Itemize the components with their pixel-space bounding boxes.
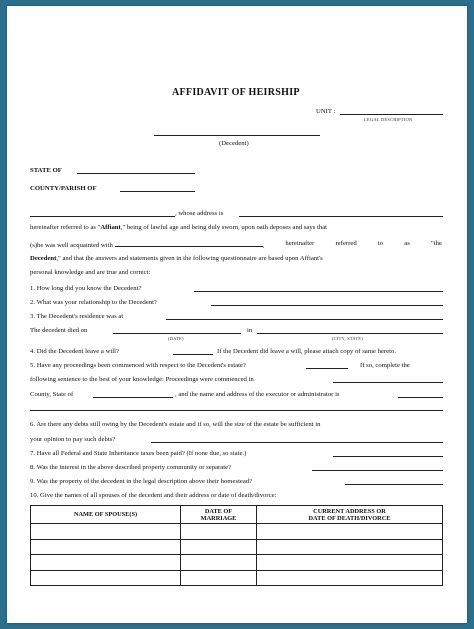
question-1-field[interactable] [194, 291, 443, 292]
affiant-name-field[interactable] [30, 216, 175, 217]
question-9: 9. Was the property of the decedent in the legal description above their homestead? [30, 478, 253, 485]
address-or-death-cell[interactable] [257, 555, 443, 571]
paragraph-line-2: (s)he was well acquainted with , hereinafter referred to as "the [30, 240, 442, 249]
question-5-county-label: County, State of [30, 391, 74, 398]
table-row [31, 555, 443, 571]
place-of-death-field[interactable] [257, 333, 443, 334]
proceedings-state-field[interactable] [93, 397, 173, 398]
address-or-death-cell[interactable] [257, 539, 443, 555]
spouse-table-header [31, 506, 443, 524]
city-state-caption: (CITY, STATE) [332, 336, 363, 341]
marriage-date-cell[interactable] [181, 539, 257, 555]
question-9-field[interactable] [345, 484, 443, 485]
date-caption: (DATE) [168, 336, 184, 341]
county-field[interactable] [120, 191, 195, 192]
proceedings-location-field[interactable] [333, 382, 443, 383]
paragraph-line-1: hereinafter referred to as "Affiant," being of lawful age and being duly sworn, upon oath deposes and says that [30, 224, 328, 231]
question-5-if-so: If so, complete the [360, 362, 410, 369]
unit-label: UNIT : [316, 108, 336, 115]
spouse-name-cell[interactable] [31, 524, 181, 540]
decedent-caption: (Decedent) [219, 140, 249, 147]
question-8: 8. Was the interest in the above described property community or separate? [30, 464, 232, 471]
marriage-date-cell[interactable] [181, 555, 257, 571]
state-label: STATE OF [30, 167, 62, 174]
decedent-name-field[interactable] [154, 135, 320, 136]
question-5-field[interactable] [306, 368, 348, 369]
in-label: in [247, 327, 253, 334]
question-7: 7. Have all Federal and State Inheritance taxes been paid? (If none due, so state.) [30, 450, 247, 457]
table-row [31, 570, 443, 586]
question-5-executor-label: , and the name and address of the executor or administrator is [175, 391, 340, 398]
died-on-label: The decedent died on [30, 327, 88, 334]
spouse-name-cell[interactable] [31, 555, 181, 571]
address-or-death-cell[interactable] [257, 570, 443, 586]
header-date-of-marriage: DATE OF MARRIAGE [181, 506, 257, 524]
question-5-line-2: following sentence to the best of your knowledge: Proceedings were commenced in [30, 376, 254, 383]
acquainted-with-field[interactable] [115, 239, 263, 247]
question-4-note: If the Decedent did leave a will, please attach copy of same hereto. [217, 348, 396, 355]
question-1: 1. How long did you know the Decedent? [30, 285, 142, 292]
whose-address-label: , whose address is [175, 210, 224, 217]
state-field[interactable] [77, 173, 195, 174]
question-7-field[interactable] [333, 456, 443, 457]
question-3: 3. The Decedent's residence was at [30, 313, 124, 320]
form-title: AFFIDAVIT OF HEIRSHIP [172, 87, 300, 98]
question-10: 10. Give the names of all spouses of the decedent and their address or date of death/divorce: [30, 492, 277, 499]
question-4-field[interactable] [173, 354, 213, 355]
marriage-date-cell[interactable] [181, 570, 257, 586]
question-5-line-1: 5. Have any proceedings been commenced with respect to the Decedent's estate? [30, 362, 246, 369]
table-row [31, 539, 443, 555]
county-label: COUNTY/PARISH OF [30, 185, 97, 192]
legal-description-caption: LEGAL DESCRIPTION [364, 117, 413, 122]
spouse-name-cell[interactable] [31, 570, 181, 586]
header-current-address: CURRENT ADDRESS OR DATE OF DEATH/DIVORCE [257, 506, 443, 524]
question-6-field[interactable] [151, 442, 443, 443]
date-of-death-field[interactable] [113, 333, 241, 334]
affiant-address-field[interactable] [239, 216, 443, 217]
affidavit-page [7, 6, 467, 623]
question-3-field[interactable] [166, 319, 443, 320]
paragraph-line-4: personal knowledge and are true and correct: [30, 269, 151, 276]
table-row [31, 524, 443, 540]
spouse-table [30, 505, 443, 586]
unit-field[interactable] [340, 114, 443, 115]
question-6-line-1: 6. Are there any debts still owing by the Decedent's estate and if so, will the size of the estate be sufficient in [30, 421, 321, 428]
header-name-of-spouse: NAME OF SPOUSE(S) [31, 506, 181, 524]
question-8-field[interactable] [312, 470, 443, 471]
question-2-field[interactable] [211, 305, 443, 306]
spouse-name-cell[interactable] [31, 539, 181, 555]
address-or-death-cell[interactable] [257, 524, 443, 540]
question-6-line-2: your opinion to pay such debts? [30, 436, 116, 443]
paragraph-line-3: Decedent," and that the answers and statements given in the following questionnaire are based upon Affiant's [30, 255, 323, 262]
question-4: 4. Did the Decedent leave a will? [30, 348, 119, 355]
question-2: 2. What was your relationship to the Decedent? [30, 299, 157, 306]
executor-field-continued[interactable] [30, 410, 443, 411]
marriage-date-cell[interactable] [181, 524, 257, 540]
executor-field[interactable] [398, 397, 443, 398]
